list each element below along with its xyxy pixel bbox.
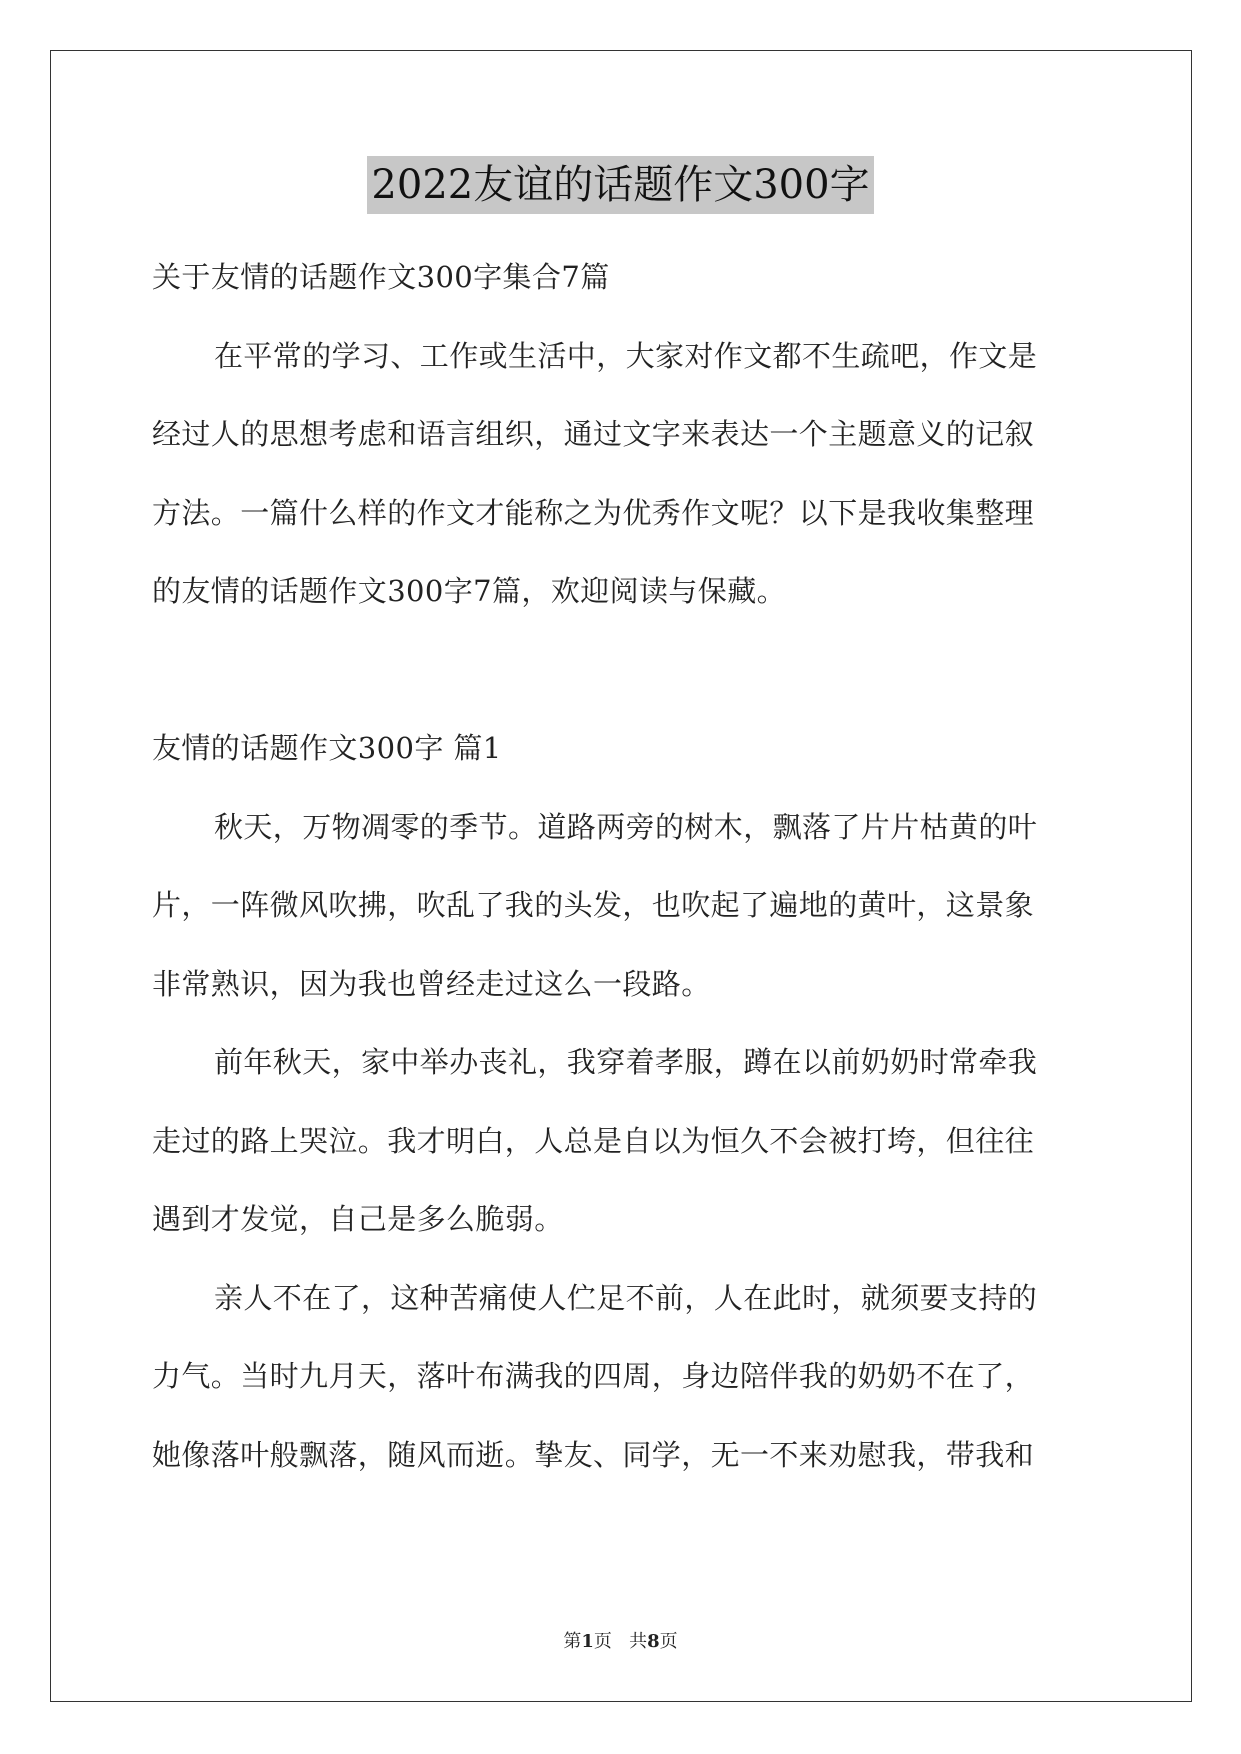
paragraph-line: 秋天，万物凋零的季节。道路两旁的树木，飘落了片片枯黄的叶 <box>214 809 1038 844</box>
document-body <box>152 238 1092 1494</box>
blank-line <box>152 631 1092 710</box>
total-pages: 8 <box>647 1631 660 1652</box>
page-footer <box>0 1627 1241 1653</box>
paragraph-line: 前年秋天，家中举办丧礼，我穿着孝服，蹲在以前奶奶时常牵我 <box>214 1045 1038 1079</box>
paragraph-line: 遇到才发觉，自己是多么脆弱。 <box>152 1202 564 1236</box>
paragraph-line: 她像落叶般飘落，随风而逝。挚友、同学，无一不来劝慰我，带我和 <box>152 1437 1035 1472</box>
intro-line: 在平常的学习、工作或生活中，大家对作文都不生疏吧，作文是 <box>214 338 1038 373</box>
paragraph-line: 力气。当时九月天，落叶布满我的四周，身边陪伴我的奶奶不在了， <box>152 1359 1035 1393</box>
page-suffix: 页 <box>593 1631 612 1652</box>
title-container <box>0 156 1241 214</box>
page-prefix: 第 <box>563 1631 582 1652</box>
document-title: 2022友谊的话题作文300字 <box>367 156 873 214</box>
paragraph-line: 片，一阵微风吹拂，吹乱了我的头发，也吹起了遍地的黄叶，这景象 <box>152 888 1035 922</box>
intro-line: 方法。一篇什么样的作文才能称之为优秀作文呢？以下是我收集整理 <box>152 495 1035 530</box>
document-subtitle: 关于友情的话题作文300字集合7篇 <box>152 260 610 294</box>
paragraph-line: 走过的路上哭泣。我才明白，人总是自以为恒久不会被打垮，但往往 <box>152 1123 1035 1158</box>
section-heading: 友情的话题作文300字 篇1 <box>152 731 502 765</box>
page-number: 1 <box>581 1631 594 1652</box>
total-prefix: 共 <box>629 1631 648 1652</box>
paragraph-line: 亲人不在了，这种苦痛使人伫足不前，人在此时，就须要支持的 <box>214 1280 1038 1315</box>
intro-line: 经过人的思想考虑和语言组织，通过文字来表达一个主题意义的记叙 <box>152 417 1035 451</box>
total-suffix: 页 <box>659 1631 678 1652</box>
paragraph-line: 非常熟识，因为我也曾经走过这么一段路。 <box>152 966 711 1001</box>
intro-line: 的友情的话题作文300字7篇，欢迎阅读与保藏。 <box>152 574 787 608</box>
